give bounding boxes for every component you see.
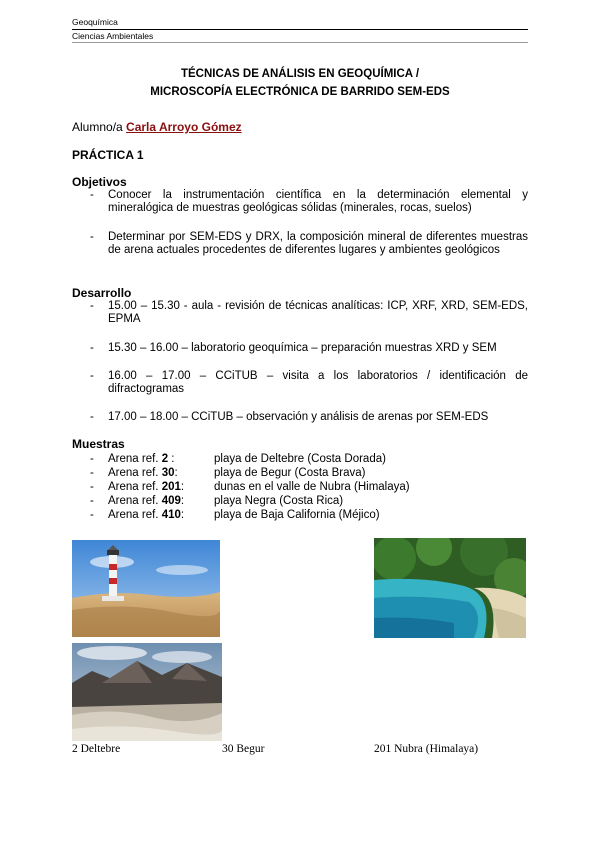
desarrollo-item	[90, 370, 528, 396]
caption-nubra: 201 Nubra (Himalaya)	[374, 743, 479, 755]
desarrollo-text: 17.00 – 18.00 – CCiTUB – observación y análisis de arenas por SEM-EDS	[108, 411, 489, 423]
sample-location: playa Negra (Costa Rica)	[214, 495, 344, 507]
caption-begur: 30 Begur	[222, 743, 265, 755]
practica-heading: PRÁCTICA 1	[72, 148, 144, 162]
desarrollo-item	[90, 342, 528, 355]
desarrollo-text: 15.00 – 15.30 - aula - revisión de técnicas analíticas: ICP, XRF, XRD, SEM-EDS, EPMA	[108, 300, 528, 325]
desarrollo-text: 15.30 – 16.00 – laboratorio geoquímica – preparación muestras XRD y SEM	[108, 342, 497, 354]
sample-ref: Arena ref. 30:	[108, 467, 178, 479]
desarrollo-item	[90, 411, 528, 424]
header-program: Ciencias Ambientales	[72, 31, 154, 41]
bullet-dash: -	[90, 453, 94, 465]
header-rule-secondary	[72, 42, 528, 43]
header-subject: Geoquímica	[72, 17, 118, 27]
sample-location: playa de Begur (Costa Brava)	[214, 467, 366, 479]
muestras-heading: Muestras	[72, 437, 125, 451]
desarrollo-heading: Desarrollo	[72, 286, 132, 300]
objetivo-text: Conocer la instrumentación científica en la determinación elemental y mineralógica de muestras geológicas sólidas (minerales, rocas, suelos)	[108, 189, 528, 214]
student-label: Alumno/a	[72, 120, 123, 134]
bullet-dash: -	[90, 509, 94, 521]
bullet-dash: -	[90, 231, 94, 243]
desarrollo-item	[90, 300, 528, 326]
bullet-dash: -	[90, 481, 94, 493]
bullet-dash: -	[90, 300, 94, 312]
student-name: Carla Arroyo Gómez	[126, 120, 242, 134]
bullet-dash: -	[90, 189, 94, 201]
sample-ref: Arena ref. 2 :	[108, 453, 175, 465]
sample-ref: Arena ref. 409:	[108, 495, 185, 507]
document-title-line2: MICROSCOPÍA ELECTRÓNICA DE BARRIDO SEM-EDS	[150, 86, 450, 98]
bullet-dash: -	[90, 370, 94, 382]
student-line	[72, 120, 242, 134]
deltebre-lighthouse-photo	[72, 540, 220, 637]
begur-cove-photo	[374, 538, 526, 638]
document-title-line1: TÉCNICAS DE ANÁLISIS EN GEOQUÍMICA /	[180, 68, 420, 80]
sample-location: playa de Baja California (Méjico)	[214, 509, 380, 521]
sample-location: dunas en el valle de Nubra (Himalaya)	[214, 481, 410, 493]
header-rule	[72, 29, 528, 30]
caption-deltebre: 2 Deltebre	[72, 743, 121, 755]
bullet-dash: -	[90, 467, 94, 479]
objetivos-heading: Objetivos	[72, 175, 127, 189]
sample-ref: Arena ref. 410:	[108, 509, 185, 521]
nubra-dunes-photo	[72, 643, 222, 741]
objetivo-item	[90, 189, 528, 215]
sample-location: playa de Deltebre (Costa Dorada)	[214, 453, 386, 465]
bullet-dash: -	[90, 495, 94, 507]
desarrollo-text: 16.00 – 17.00 – CCiTUB – visita a los laboratorios / identificación de difractogramas	[108, 370, 528, 395]
bullet-dash: -	[90, 342, 94, 354]
objetivo-text: Determinar por SEM-EDS y DRX, la composición mineral de diferentes muestras de arena actuales procedentes de diferentes lugares y ambientes geológicos	[108, 231, 528, 256]
bullet-dash: -	[90, 411, 94, 423]
sample-ref: Arena ref. 201:	[108, 481, 185, 493]
objetivo-item	[90, 231, 528, 257]
